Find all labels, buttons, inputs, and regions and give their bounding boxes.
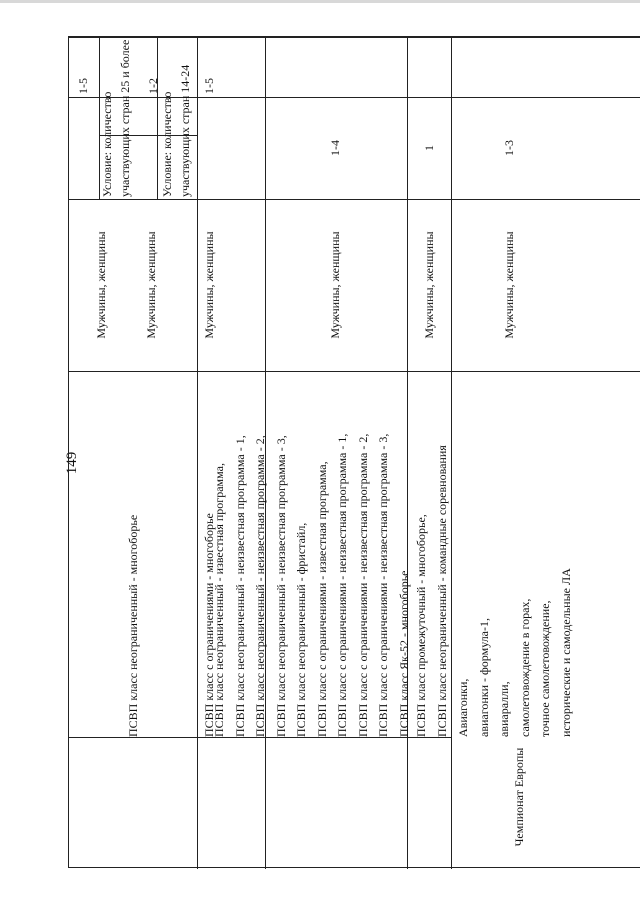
discipline-item: точное самолетовождение, bbox=[538, 600, 552, 737]
results-table bbox=[68, 36, 640, 868]
discipline-item: Авиагонки, bbox=[456, 678, 470, 737]
places-cell: 1-5 bbox=[76, 78, 90, 94]
class-list-intermediate bbox=[411, 377, 452, 737]
gender-cell: Мужчины, женщины bbox=[144, 231, 158, 339]
condition-line: участвующих стран 25 и более bbox=[118, 39, 132, 197]
class-item: ПСВП класс с ограничениями - неизвестная программа - 1, bbox=[335, 433, 349, 737]
class-item: ПСВП класс промежуточный - многоборье, bbox=[414, 514, 428, 737]
discipline-item: авиаралли, bbox=[497, 681, 511, 737]
condition-line: участвующих стран 14-24 bbox=[178, 64, 192, 197]
places-cell: 1 bbox=[422, 145, 436, 151]
condition-line: Условие: количество bbox=[160, 91, 174, 197]
scan-edge bbox=[0, 0, 640, 3]
class-item: ПСВП класс неограниченный - неизвестная программа - 1, bbox=[232, 435, 247, 737]
class-list-programs bbox=[209, 377, 414, 737]
places-cell: 1-2 bbox=[146, 78, 160, 94]
class-limited-allround: ПСВП класс с ограничениями - многоборье bbox=[202, 513, 216, 737]
gender-cell: Мужчины, женщины bbox=[422, 231, 436, 339]
class-item: ПСВП класс неограниченный - известная программа, bbox=[212, 463, 226, 737]
class-item: ПСВП класс с ограничениями - известная программа, bbox=[314, 461, 329, 737]
class-unlimited-allround: ПСВП класс неограниченный - многоборье bbox=[126, 514, 140, 737]
discipline-item: авиагонки - формула-1, bbox=[476, 617, 491, 737]
class-item: ПСВП класс с ограничениями - неизвестная программа - 3, bbox=[376, 433, 390, 737]
discipline-item: исторические и самодельные ЛА bbox=[558, 568, 573, 737]
class-item: ПСВП класс Як-52 - многоборье bbox=[396, 570, 411, 737]
event-disciplines bbox=[453, 517, 576, 737]
class-item: ПСВП класс неограниченный - командные соревнования bbox=[434, 445, 449, 737]
places-cell: 1-5 bbox=[202, 78, 216, 94]
gender-cell: Мужчины, женщины bbox=[202, 231, 216, 339]
class-item: ПСВП класс с ограничениями - неизвестная программа - 2, bbox=[355, 433, 370, 737]
discipline-item: самолетовождение в горах, bbox=[517, 598, 532, 737]
gender-cell: Мужчины, женщины bbox=[328, 231, 342, 339]
event-places: 1-3 bbox=[502, 140, 516, 156]
page-number: 149 bbox=[64, 451, 80, 475]
class-item: ПСВП класс неограниченный - неизвестная программа - 3, bbox=[273, 435, 288, 737]
event-gender: Мужчины, женщины bbox=[502, 231, 516, 339]
class-item: ПСВП класс неограниченный - неизвестная программа - 2, bbox=[253, 435, 267, 737]
event-name: Чемпионат Европы bbox=[512, 747, 526, 847]
condition-line: Условие: количество bbox=[100, 91, 114, 197]
class-item: ПСВП класс неограниченный - фристайл, bbox=[294, 522, 308, 737]
places-cell: 1-4 bbox=[328, 140, 342, 156]
gender-cell: Мужчины, женщины bbox=[94, 231, 108, 339]
